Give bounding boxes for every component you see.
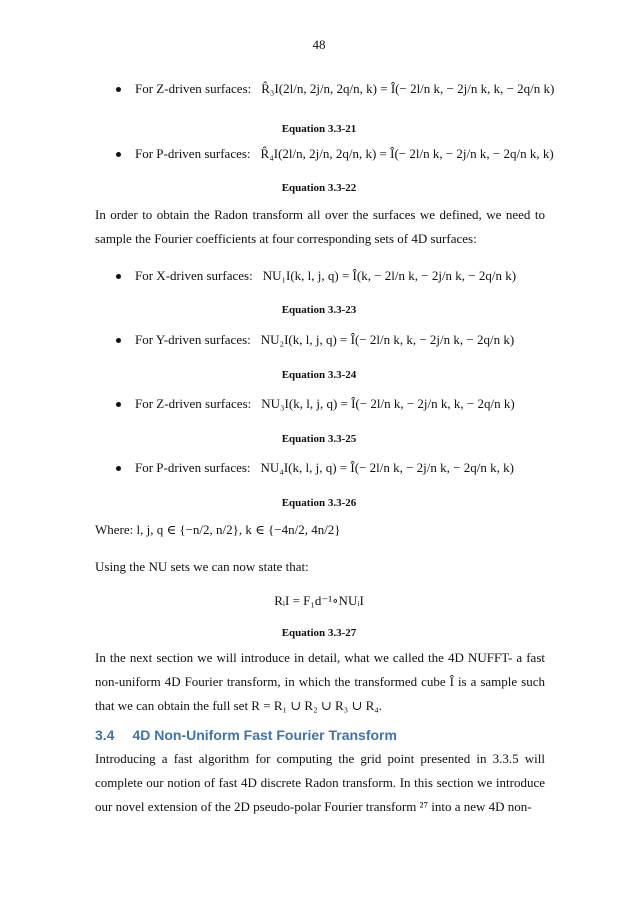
equation-nu3: NU₃I(k, l, j, q) = Î(− 2l/n k, − 2j/n k, k, − 2q/n k) bbox=[261, 396, 515, 411]
paragraph-next-section bbox=[95, 646, 545, 718]
bullet-p-driven-nu4 bbox=[116, 453, 514, 483]
paragraph-text: In order to obtain the Radon transform all over the surfaces we defined, we need to sample the Fourier coefficients at four corresponding sets of 4D surfaces: bbox=[95, 207, 545, 246]
where-text: Where: l, j, q ∈ {−n/2, n/2}, k ∈ {−4n/2, 4n/2} bbox=[95, 522, 341, 537]
bullet-p-driven-r4 bbox=[116, 139, 554, 169]
using-line bbox=[95, 555, 545, 579]
bullet-x-driven-nu1 bbox=[116, 261, 516, 291]
bullet-dot bbox=[116, 274, 121, 279]
equation-label-26: Equation 3.3-26 bbox=[281, 497, 357, 509]
bullet-label: For P-driven surfaces: bbox=[135, 460, 251, 475]
bullet-label: For Z-driven surfaces: bbox=[135, 81, 252, 96]
equation-nu1: NU₁I(k, l, j, q) = Î(k, − 2l/n k, − 2j/n k, − 2q/n k) bbox=[262, 268, 517, 283]
section-number: 3.4 bbox=[95, 727, 115, 743]
equation-label-25: Equation 3.3-25 bbox=[281, 433, 357, 445]
bullet-z-driven-nu3 bbox=[116, 389, 515, 419]
equation-r3: R̂₃I(2l/n, 2j/n, 2q/n, k) = Î(− 2l/n k, − 2j/n k, k, − 2q/n k) bbox=[261, 81, 555, 96]
equation-nu2: NU₂I(k, l, j, q) = Î(− 2l/n k, k, − 2j/n k, − 2q/n k) bbox=[260, 332, 515, 347]
bullet-dot bbox=[116, 466, 121, 471]
bullet-dot bbox=[116, 87, 121, 92]
using-text: Using the NU sets we can now state that: bbox=[95, 559, 309, 574]
bullet-z-driven-r3 bbox=[116, 74, 554, 104]
paragraph-text: In the next section we will introduce in detail, what we called the 4D NUFFT- a fast non-uniform 4D Fourier transform, in which the transformed cube Î is a sample such that we can obtain the full set R = R₁ ∪ R₂ ∪ R₃ ∪ R₄. bbox=[95, 650, 545, 713]
paragraph-sampling bbox=[95, 203, 545, 251]
paragraph-intro bbox=[95, 747, 545, 819]
equation-nu4: NU₄I(k, l, j, q) = Î(− 2l/n k, − 2j/n k, − 2q/n k, k) bbox=[260, 460, 514, 475]
paragraph-text: Introducing a fast algorithm for computing the grid point presented in 3.3.5 will complete our notion of fast 4D discrete Radon transform. In this section we introduce our novel extension of the 2D pseudo-polar Fourier transform ²⁷ into a new 4D non- bbox=[95, 751, 545, 814]
bullet-dot bbox=[116, 152, 121, 157]
bullet-dot bbox=[116, 402, 121, 407]
bullet-y-driven-nu2 bbox=[116, 325, 514, 355]
bullet-dot bbox=[116, 338, 121, 343]
section-heading bbox=[95, 727, 397, 743]
equation-r4: R̂₄I(2l/n, 2j/n, 2q/n, k) = Î(− 2l/n k, − 2j/n k, − 2q/n k, k) bbox=[260, 146, 554, 161]
bullet-label: For Z-driven surfaces: bbox=[135, 396, 252, 411]
section-title: 4D Non-Uniform Fast Fourier Transform bbox=[132, 727, 397, 743]
bullet-label: For X-driven surfaces: bbox=[135, 268, 253, 283]
equation-label-21: Equation 3.3-21 bbox=[281, 123, 357, 135]
equation-label-27: Equation 3.3-27 bbox=[281, 627, 357, 639]
page-number: 48 bbox=[312, 37, 326, 52]
main-equation bbox=[0, 593, 638, 609]
main-equation-text: RᵢI = F₁d⁻¹∘NUᵢI bbox=[274, 593, 364, 608]
bullet-label: For Y-driven surfaces: bbox=[135, 332, 251, 347]
where-clause bbox=[95, 518, 545, 542]
bullet-label: For P-driven surfaces: bbox=[135, 146, 251, 161]
equation-label-23: Equation 3.3-23 bbox=[281, 304, 357, 316]
equation-label-22: Equation 3.3-22 bbox=[281, 182, 357, 194]
equation-label-24: Equation 3.3-24 bbox=[281, 369, 357, 381]
